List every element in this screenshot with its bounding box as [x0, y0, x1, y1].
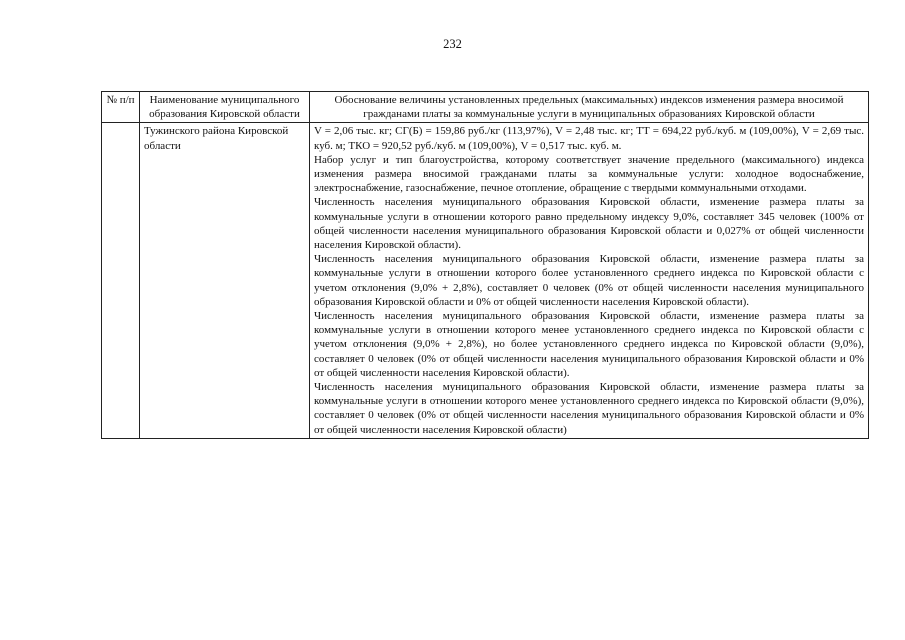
page-number: 232 — [443, 37, 462, 51]
paragraph-services-set: Набор услуг и тип благоустройства, которому соответствует значение предельного (максимального) индекса изменения размера вносимой гражданами платы за коммунальные услуги: холодное водоснабжение, электроснабжение, газоснабжение, печное отопление, обращение с твердыми коммунальными отходами. — [314, 153, 864, 195]
table-row — [102, 123, 869, 438]
paragraph-volumes-tariffs: V = 2,06 тыс. кг; СГ(Б) = 159,86 руб./кг (113,97%), V = 2,48 тыс. кг; ТТ = 694,22 руб./куб. м (109,00%), V = 2,69 тыс. куб. м; ТКО = 920,52 руб./куб. м (109,00%), V = 0,517 тыс. куб. м. — [314, 125, 864, 152]
header-number: № п/п — [102, 92, 140, 123]
paragraph-population-between: Численность населения муниципального образования Кировской области, изменение размера платы за коммунальные услуги в отношении которого менее установленного среднего индекса по Кировской области с учетом отклонения (9,0% + 2,8%), но более установленного среднего индекса по Кировской области (9,0%), составляет 0 человек (0% от общей численности населения муниципального образования Кировской области и 0% от общей численности населения Кировской области). — [314, 310, 864, 379]
header-municipality-name: Наименование муниципального образования Кировской области — [140, 92, 310, 123]
cell-number — [102, 123, 140, 438]
paragraph-population-above-deviation: Численность населения муниципального образования Кировской области, изменение размера платы за коммунальные услуги в отношении которого более установленного среднего индекса по Кировской области с учетом отклонения (9,0% + 2,8%), составляет 0 человек (0% от общей численности населения муниципального образования Кировской области и 0% от общей численности населения Кировской области). — [314, 253, 864, 308]
cell-municipality-name: Тужинского района Кировской области — [140, 123, 310, 438]
table-header-row — [102, 92, 869, 123]
paragraph-population-below-average: Численность населения муниципального образования Кировской области, изменение размера платы за коммунальные услуги в отношении которого менее установленного среднего индекса по Кировской области (9,0%), составляет 0 человек (0% от общей численности населения муниципального образования Кировской области и 0% от общей численности населения Кировской области) — [314, 381, 864, 436]
tariff-index-table — [101, 91, 869, 439]
paragraph-population-equal-index: Численность населения муниципального образования Кировской области, изменение размера платы за коммунальные услуги в отношении которого равно предельному индексу 9,0%, составляет 345 человек (100% от общей численности населения муниципального образования Кировской области и 0,027% от общей численности населения Кировской области). — [314, 196, 864, 252]
header-justification: Обоснование величины установленных предельных (максимальных) индексов изменения размера вносимой гражданами платы за коммунальные услуги в муниципальных образованиях Кировской области — [310, 92, 869, 123]
cell-justification — [310, 123, 869, 438]
